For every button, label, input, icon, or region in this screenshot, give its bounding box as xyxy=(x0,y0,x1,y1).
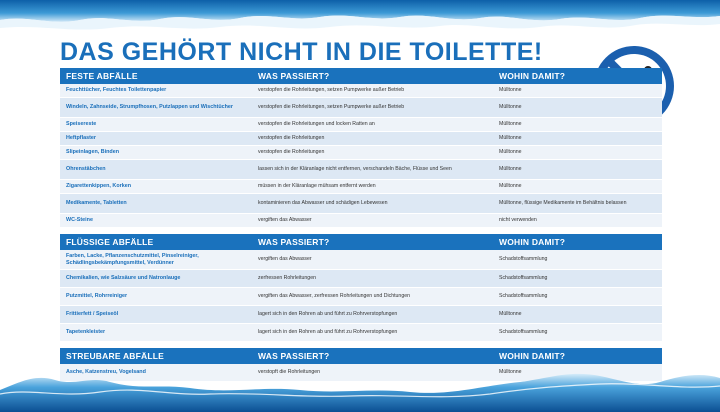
header-category: FLÜSSIGE ABFÄLLE xyxy=(66,237,154,247)
what-cell: lagert sich in den Rohren ab und führt zu Rohrverstopfungen xyxy=(258,311,398,318)
where-cell: Mülltonne xyxy=(499,121,522,128)
what-cell: verstopfen die Rohrleitungen, setzen Pumpwerke außer Betrieb xyxy=(258,104,405,111)
header-category: FESTE ABFÄLLE xyxy=(66,71,138,81)
table-row xyxy=(60,194,662,214)
item-cell: Frittierfett / Speiseöl xyxy=(66,311,119,318)
what-cell: lagert sich in den Rohren ab und führt zu Rohrverstopfungen xyxy=(258,329,398,336)
what-cell: verstopfen die Rohrleitungen, setzen Pumpwerke außer Betrieb xyxy=(258,87,405,94)
item-cell: Slipeinlagen, Binden xyxy=(66,149,120,156)
where-cell: Mülltonne xyxy=(499,149,522,156)
what-cell: verstopfen die Rohrleitungen xyxy=(258,135,325,142)
header-where: WOHIN DAMIT? xyxy=(499,351,566,361)
item-cell: WC-Steine xyxy=(66,217,93,224)
what-cell: lassen sich in der Kläranlage nicht entfernen, verschandeln Bäche, Flüsse und Seen xyxy=(258,166,452,173)
where-cell: Mülltonne xyxy=(499,135,522,142)
where-cell: Mülltonne, flüssige Medikamente im Behältnis belassen xyxy=(499,200,627,207)
table-row xyxy=(60,288,662,306)
item-cell: Asche, Katzenstreu, Vogelsand xyxy=(66,369,146,376)
where-cell: Schadstoffsammlung xyxy=(499,256,548,263)
table-row xyxy=(60,306,662,324)
table-row xyxy=(60,132,662,146)
where-cell: Mülltonne xyxy=(499,104,522,111)
header-what: WAS PASSIERT? xyxy=(258,71,330,81)
table-row xyxy=(60,84,662,98)
what-cell: vergiften das Abwasser xyxy=(258,217,312,224)
what-cell: müssen in der Kläranlage mühsam entfernt werden xyxy=(258,183,376,190)
where-cell: Mülltonne xyxy=(499,311,522,318)
where-cell: nicht verwenden xyxy=(499,217,537,224)
what-cell: zerfressen Rohrleitungen xyxy=(258,275,316,282)
item-cell: Windeln, Zahnseide, Strumpfhosen, Putzlappen und Wischtücher xyxy=(66,104,234,111)
where-cell: Schadstoffsammlung xyxy=(499,329,548,336)
table-row xyxy=(60,146,662,160)
what-cell: verstopft die Rohrleitungen xyxy=(258,369,320,376)
where-cell: Mülltonne xyxy=(499,166,522,173)
header-what: WAS PASSIERT? xyxy=(258,237,330,247)
item-cell: Medikamente, Tabletten xyxy=(66,200,127,207)
item-cell: Farben, Lacke, Pflanzenschutzmittel, Pinselreiniger, Schädlingsbekämpfungsmittel, Verdünner xyxy=(66,252,199,266)
where-cell: Schadstoffsammlung xyxy=(499,275,548,282)
header-where: WOHIN DAMIT? xyxy=(499,237,566,247)
table-row xyxy=(60,324,662,342)
item-cell: Speisereste xyxy=(66,121,97,128)
what-cell: vergiften das Abwasser xyxy=(258,256,312,263)
waste-table xyxy=(60,68,662,382)
where-cell: Mülltonne xyxy=(499,369,522,376)
item-cell: Ohrenstäbchen xyxy=(66,166,106,173)
what-cell: kontaminieren das Abwasser und schädigen Lebewesen xyxy=(258,200,388,207)
section-header-solid xyxy=(60,68,662,84)
item-cell: Zigarettenkippen, Korken xyxy=(66,183,131,190)
water-splash-bottom xyxy=(0,368,720,412)
table-row xyxy=(60,214,662,228)
section-header-granular xyxy=(60,348,662,364)
item-cell: Putzmittel, Rohrreiniger xyxy=(66,293,128,300)
item-cell: Tapetenkleister xyxy=(66,329,106,336)
header-what: WAS PASSIERT? xyxy=(258,351,330,361)
item-cell: Heftpflaster xyxy=(66,135,96,142)
section-header-liquid xyxy=(60,234,662,250)
water-splash-top xyxy=(0,0,720,34)
table-row xyxy=(60,118,662,132)
table-row xyxy=(60,250,662,270)
header-where: WOHIN DAMIT? xyxy=(499,71,566,81)
where-cell: Mülltonne xyxy=(499,183,522,190)
item-cell: Chemikalien, wie Salzsäure und Natronlauge xyxy=(66,275,181,282)
what-cell: verstopfen die Rohrleitungen xyxy=(258,149,325,156)
header-category: STREUBARE ABFÄLLE xyxy=(66,351,164,361)
what-cell: vergiften das Abwasser, zerfressen Rohrleitungen und Dichtungen xyxy=(258,293,410,300)
table-row xyxy=(60,270,662,288)
table-row xyxy=(60,160,662,180)
what-cell: verstopfen die Rohrleitungen und locken Ratten an xyxy=(258,121,375,128)
where-cell: Schadstoffsammlung xyxy=(499,293,548,300)
page-title: DAS GEHÖRT NICHT IN DIE TOILETTE! xyxy=(60,38,543,66)
where-cell: Mülltonne xyxy=(499,87,522,94)
table-row xyxy=(60,180,662,194)
table-row xyxy=(60,98,662,118)
item-cell: Feuchttücher, Feuchtes Toilettenpapier xyxy=(66,87,167,94)
